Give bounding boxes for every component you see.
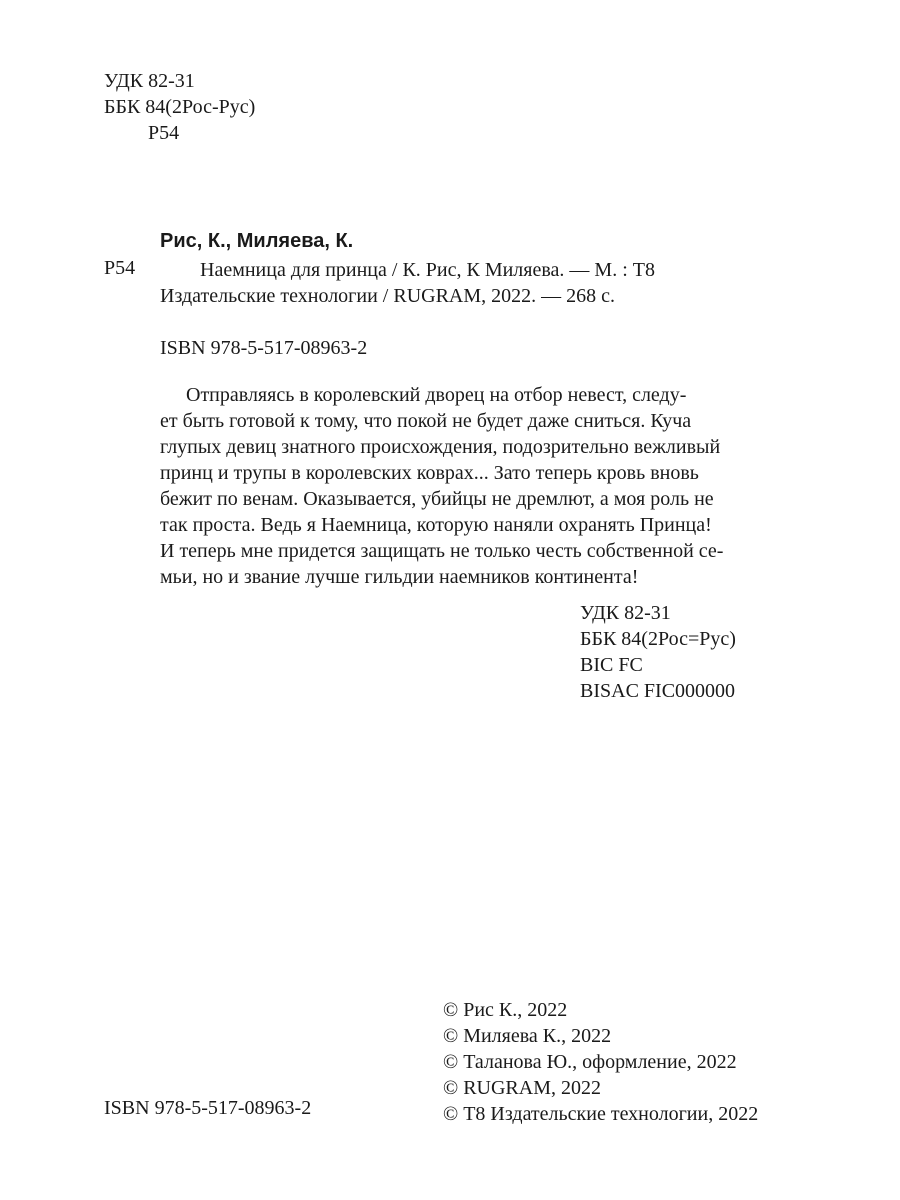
- author-heading: Рис, К., Миляева, К.: [160, 230, 354, 252]
- annotation: [160, 382, 760, 590]
- biblio-line-1: Наемница для принца / К. Рис, К Миляева. — М. : Т8: [200, 259, 655, 281]
- udk-code: УДК 82-31: [580, 602, 671, 624]
- bisac-code: BISAC FIC000000: [580, 680, 736, 702]
- annotation-line: И теперь мне придется защищать не только честь собственной се-: [160, 540, 724, 562]
- annotation-line: Отправляясь в королевский дворец на отбор невест, следу-: [186, 384, 687, 406]
- udk-code: УДК 82-31: [104, 70, 195, 92]
- author-mark: Р54: [148, 122, 180, 144]
- annotation-line: глупых девиц знатного происхождения, подозрительно вежливый: [160, 436, 721, 458]
- isbn-footer: ISBN 978-5-517-08963-2: [104, 1097, 312, 1119]
- isbn-record: ISBN 978-5-517-08963-2: [160, 337, 368, 359]
- bbk-code: ББК 84(2Рос-Рус): [104, 96, 256, 118]
- annotation-line: так проста. Ведь я Наемница, которую наняли охранять Принца!: [160, 514, 712, 536]
- annotation-line: принц и трупы в королевских коврах... Зато теперь кровь вновь: [160, 462, 699, 484]
- classification-block-top: [104, 68, 255, 146]
- bic-code: BIC FC: [580, 654, 643, 676]
- copyright-line: © Рис К., 2022: [443, 999, 568, 1021]
- copyright-line: © RUGRAM, 2022: [443, 1077, 601, 1099]
- copyright-line: © Таланова Ю., оформление, 2022: [443, 1051, 737, 1073]
- copyright-line: © Миляева К., 2022: [443, 1025, 612, 1047]
- bbk-code: ББК 84(2Рос=Рус): [580, 628, 736, 650]
- copyright-line: © Т8 Издательские технологии, 2022: [443, 1103, 759, 1125]
- annotation-line: бежит по венам. Оказывается, убийцы не дремлют, а моя роль не: [160, 488, 714, 510]
- bibliographic-description: [160, 257, 780, 309]
- annotation-line: ет быть готовой к тому, что покой не будет даже сниться. Куча: [160, 410, 692, 432]
- author-mark-left: Р54: [104, 257, 136, 279]
- annotation-line: мьи, но и звание лучше гильдии наемников континента!: [160, 566, 639, 588]
- copyright-list: [443, 997, 758, 1127]
- biblio-line-2: Издательские технологии / RUGRAM, 2022. — 268 с.: [160, 285, 616, 307]
- classification-block-right: [580, 600, 736, 704]
